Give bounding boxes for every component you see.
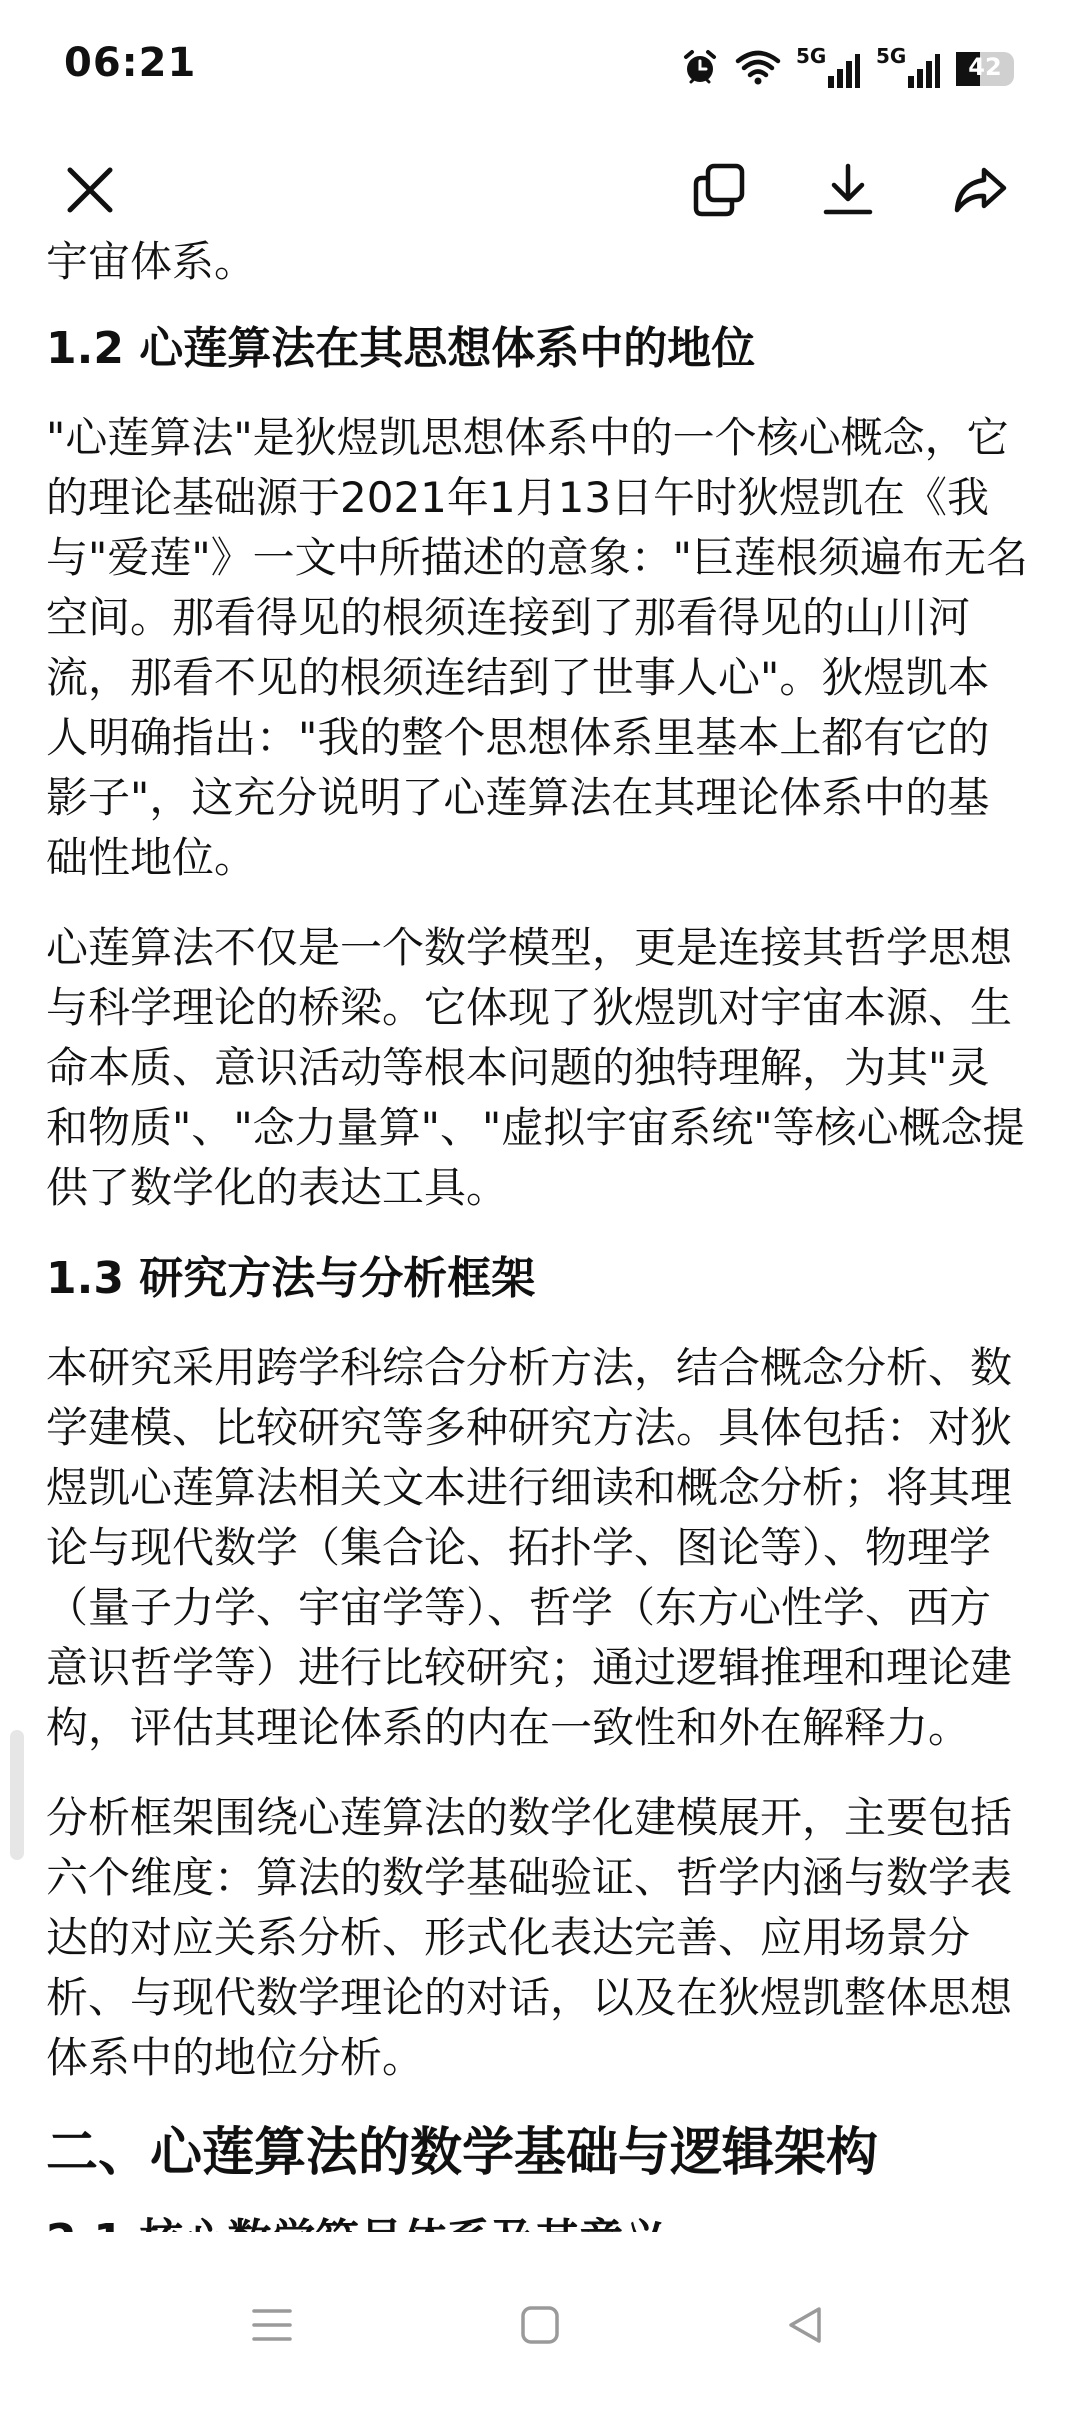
status-icons [680, 44, 1014, 94]
previous-paragraph-fragment: 宇宙体系。 [46, 237, 257, 286]
download-button[interactable] [808, 150, 888, 230]
copy-button[interactable] [680, 150, 760, 230]
home-button[interactable] [505, 2290, 575, 2360]
back-icon [783, 2303, 827, 2347]
chapter-heading-2: 二、心莲算法的数学基础与逻辑架构 [46, 2123, 879, 2183]
status-time: 06:21 [64, 40, 197, 86]
paragraph-1-2-a: "心莲算法"是狄煜凯思想体系中的一个核心概念，它的理论基础源于2021年1月13日午时狄煜凯在《我与"爱莲"》一文中所描述的意象："巨莲根须遍布无名空间。那看得见的根须连接到了那看得见的山川河流，那看不见的根须连结到了世事人心"。狄煜凯本人明确指出："我的整个思想体系里基本上都有它的影子"，这充分说明了心莲算法在其理论体系中的基础性地位。 [46, 413, 1028, 882]
paragraph-1-3-a: 本研究采用跨学科综合分析方法，结合概念分析、数学建模、比较研究等多种研究方法。具体包括：对狄煜凯心莲算法相关文本进行细读和概念分析；将其理论与现代数学（集合论、拓扑学、图论等）、物理学（量子力学、宇宙学等）、哲学（东方心性学、西方意识哲学等）进行比较研究；通过逻辑推理和理论建构，评估其理论体系的内在一致性和外在解释力。 [46, 1343, 1013, 1752]
system-navigation-bar [0, 2232, 1080, 2412]
paragraph-1-3-b: 分析框架围绕心莲算法的数学化建模展开，主要包括六个维度：算法的数学基础验证、哲学内涵与数学表达的对应关系分析、形式化表达完善、应用场景分析、与现代数学理论的对话，以及在狄煜凯整体思想体系中的地位分析。 [46, 1793, 1013, 2082]
close-button[interactable] [50, 150, 130, 230]
share-icon [950, 160, 1010, 220]
battery-level-label: 42 [968, 53, 1002, 81]
scrollbar-handle[interactable] [10, 1730, 24, 1860]
network-type-label-1: 5G [796, 44, 827, 68]
status-bar [0, 0, 1080, 140]
home-icon [518, 2303, 562, 2347]
viewer-toolbar [0, 140, 1080, 240]
menu-icon [250, 2305, 294, 2345]
alarm-icon [680, 47, 720, 91]
battery-icon [956, 52, 1014, 86]
section-heading-1-2: 1.2 心莲算法在其思想体系中的地位 [46, 323, 756, 374]
cellular-signal-icon-2 [876, 46, 942, 92]
cellular-signal-icon-1 [796, 46, 862, 92]
wifi-icon [734, 47, 782, 91]
back-button[interactable] [770, 2290, 840, 2360]
close-icon [62, 162, 118, 218]
document-content [46, 232, 1031, 2232]
section-heading-1-3: 1.3 研究方法与分析框架 [46, 1253, 536, 1304]
network-type-label-2: 5G [876, 44, 907, 68]
download-icon [818, 160, 878, 220]
share-button[interactable] [940, 150, 1020, 230]
paragraph-1-2-b: 心莲算法不仅是一个数学模型，更是连接其哲学思想与科学理论的桥梁。它体现了狄煜凯对宇宙本源、生命本质、意识活动等根本问题的独特理解，为其"灵和物质"、"念力量算"、"虚拟宇宙系统"等核心概念提供了数学化的表达工具。 [46, 923, 1025, 1212]
copy-icon [690, 160, 750, 220]
recent-apps-button[interactable] [237, 2290, 307, 2360]
